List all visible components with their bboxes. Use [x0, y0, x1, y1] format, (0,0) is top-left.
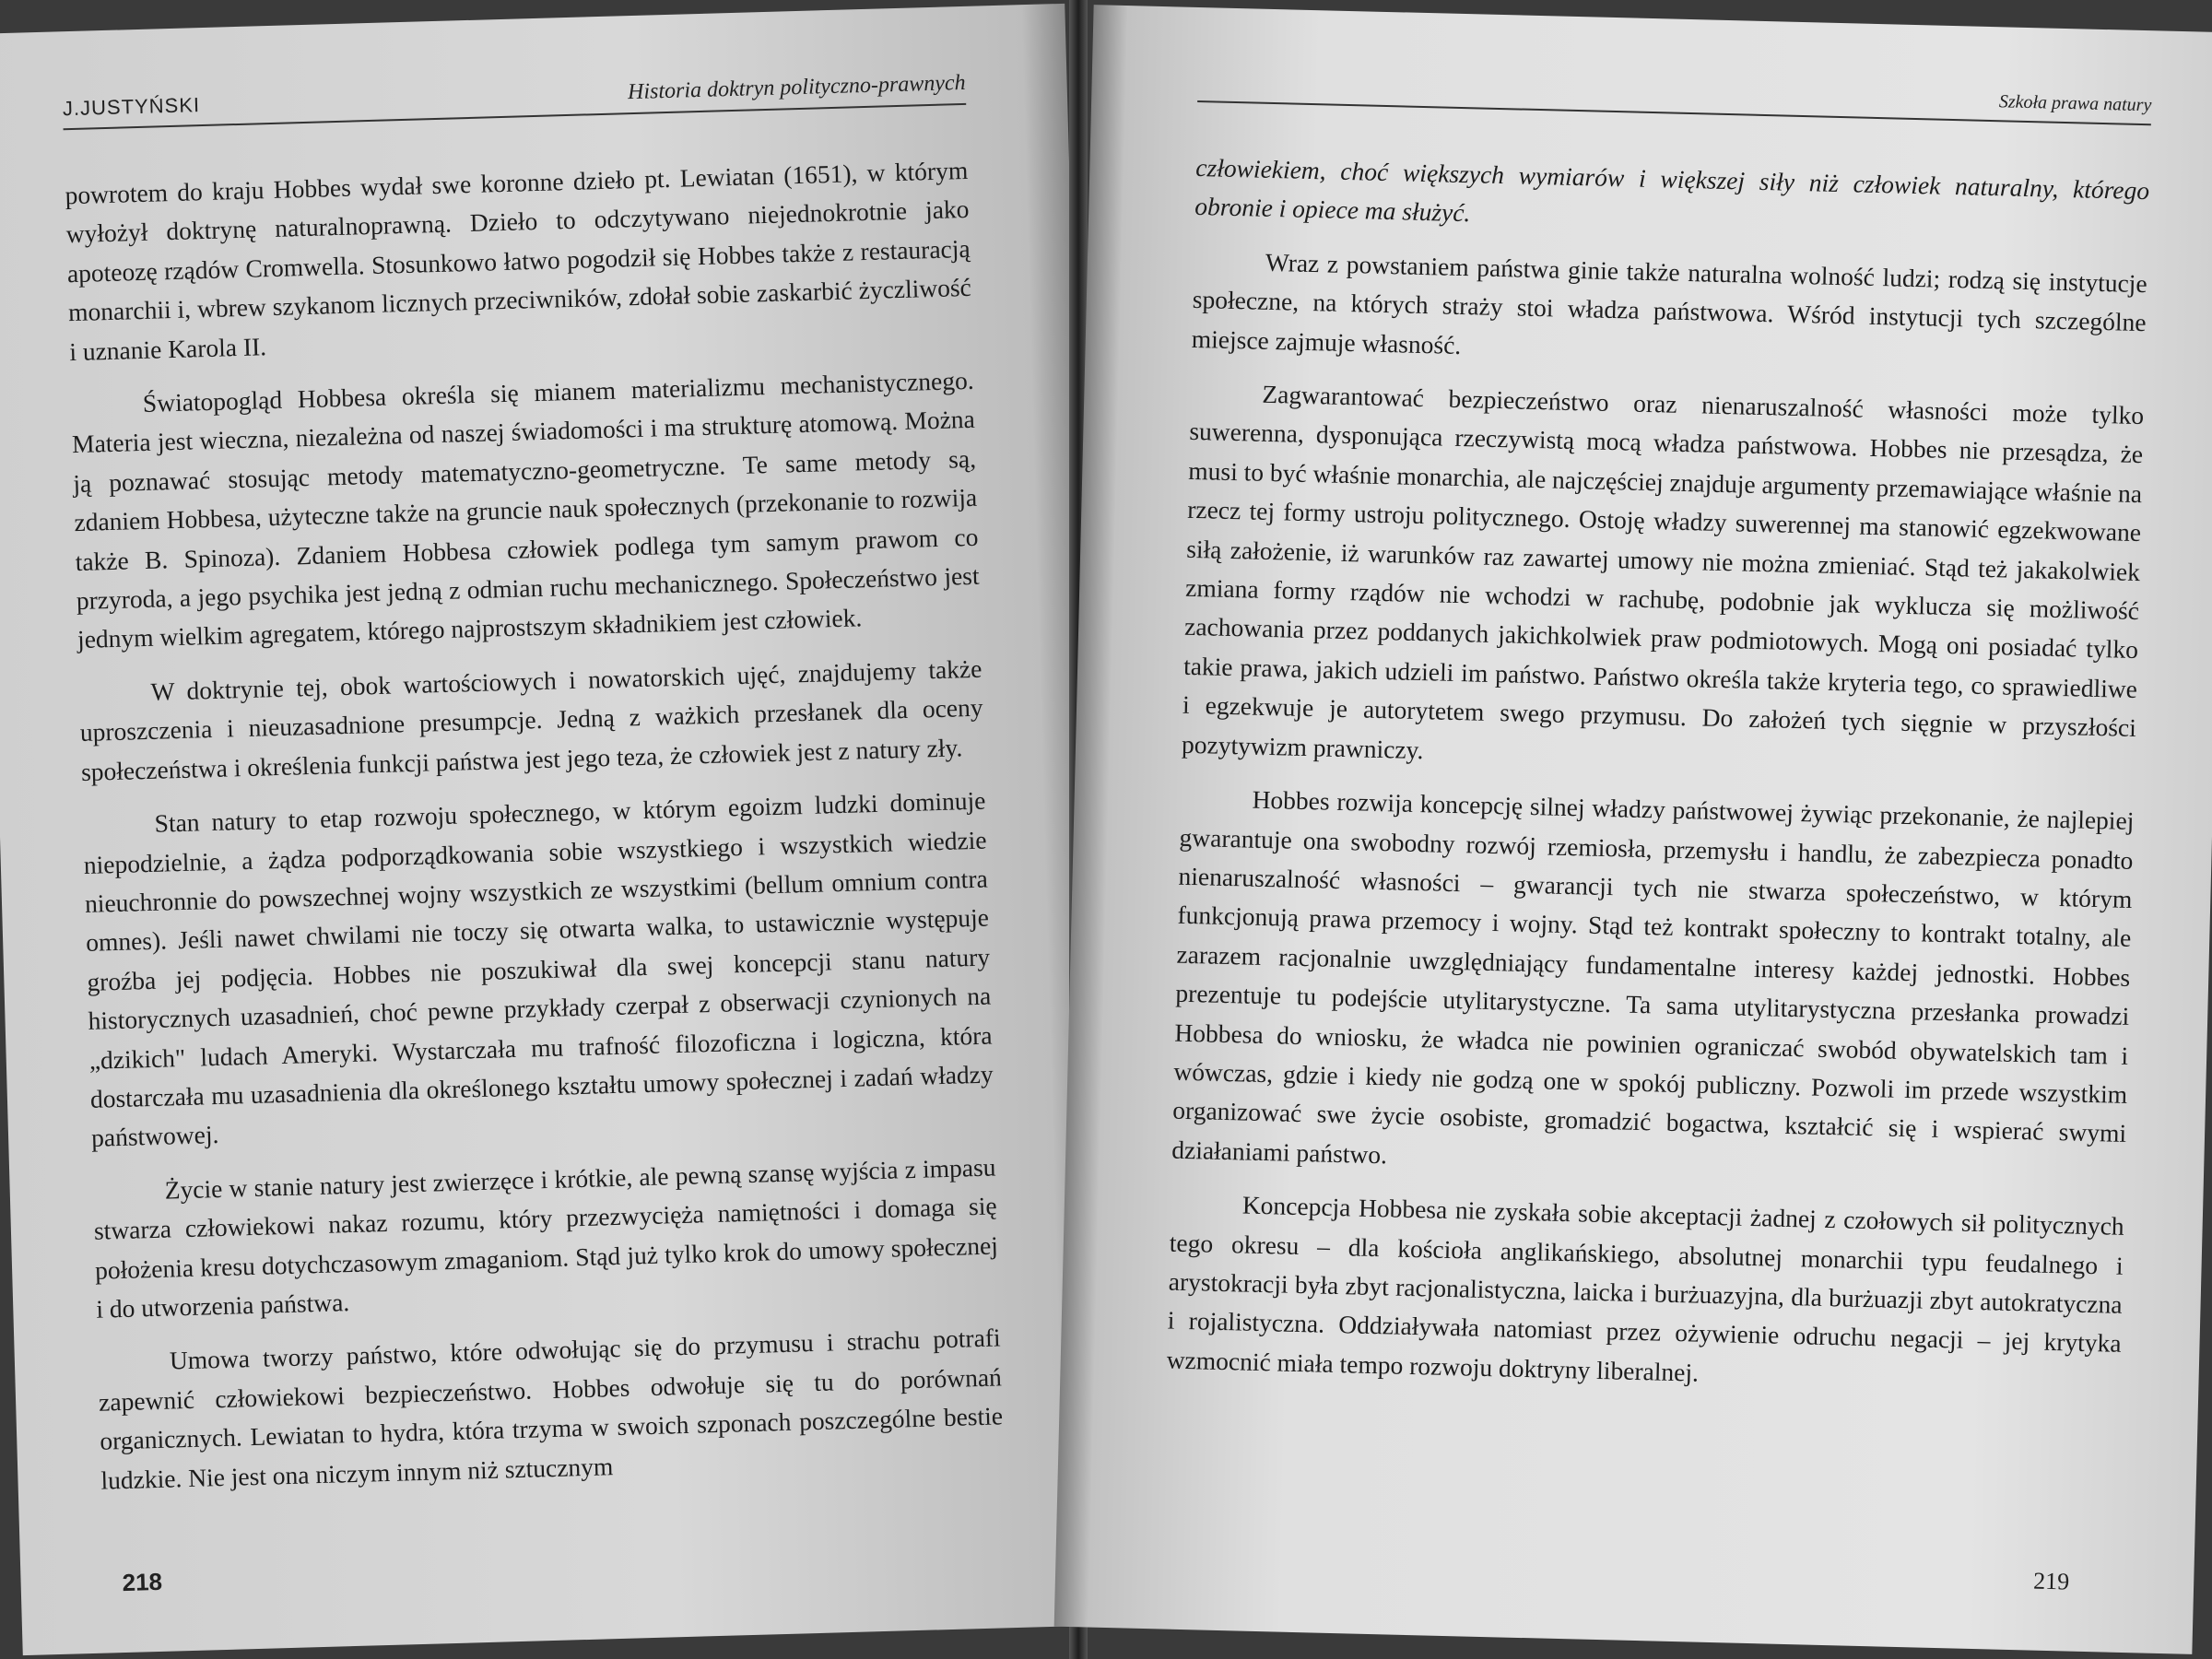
- paragraph: Umowa tworzy państwo, które odwołując się do przymusu i strachu potrafi zapewnić człowiekowi bezpieczeństwo. Hobbes odwołuje się tu do porównań organicznych. Lewiatan to hydra, która trzyma w swoich szponach poszczególne bestie ludzkie. Nie jest ona niczym innym niż sztucznym: [98, 1323, 1004, 1495]
- page-number: 218: [122, 1567, 163, 1597]
- paragraph: człowiekiem, choć większych wymiarów i większej siły niż człowiek naturalny, którego obronie i opiece ma służyć.: [1194, 152, 2150, 228]
- left-body-text: [65, 151, 1005, 1500]
- paragraph: Światopogląd Hobbesa określa się mianem materializmu mechanistycznego. Materia jest wieczna, niezależna od naszej świadomości i ma strukturę atomową. Można ją poznawać stosując metody matematyczno-geometryczne. Te same metody są, zdaniem Hobbesa, użyteczne także na gruncie nauk społecznych (przekonanie to rozwija także B. Spinoza). Zdaniem Hobbesa człowiek podlega tym samym prawom co przyroda, a jego psychika jest jedną z odmian ruchu mechanicznego. Społeczeństwo jest jednym wielkim agregatem, którego najprostszym składnikiem jest człowiek.: [71, 365, 980, 654]
- paragraph: W doktrynie tej, obok wartościowych i nowatorskich ujęć, znajdujemy także uproszczenia i nieuzasadnione presumpcje. Jedną z ważkich przesłanek dla oceny społeczeństwa i określenia funkcji państwa jest jego teza, że człowiek jest z natury zły.: [79, 653, 983, 786]
- paragraph: powrotem do kraju Hobbes wydał swe koronne dzieło pt. Lewiatan (1651), w którym wyłożył doktrynę naturalnoprawną. Dzieło to odczytywano niejednokrotnie jako apoteozę rządów Cromwella. Stosunkowo łatwo pogodził się Hobbes także z restauracją monarchii i, wbrew szykanom licznych przeciwników, zdołał sobie zaskarbić życzliwość i uznanie Karola II.: [65, 155, 972, 366]
- paragraph: Życie w stanie natury jest zwierzęce i krótkie, ale pewną szansę wyjścia z impasu stwarza człowiekowi nakaz rozumu, który przezwycięża namiętności i domaga się położenia kresu dotychczasowym zmaganiom. Stąd już tylko krok do umowy społecznej i do utworzenia państwa.: [93, 1152, 999, 1324]
- right-body-text: [1166, 148, 2149, 1403]
- right-running-head: [1197, 72, 2151, 125]
- paragraph: Koncepcja Hobbesa nie zyskała sobie akceptacji żadnej z czołowych sił politycznych tego okresu – dla kościoła anglikańskiego, absolutnej monarchii typu feudalnego i arystokracji była zbyt racjonalistyczna, laicka i burżuazyjna, dla burżuazji zbyt autokratyczna i rojalistyczna. Oddziaływała natomiast przez ożywienie odruchu negacji – jej krytyka wzmocnić miała tempo rozwoju doktryny liberalnej.: [1166, 1190, 2125, 1387]
- running-head-title: Historia doktryn polityczno-prawnych: [627, 70, 966, 105]
- running-head-author: J.JUSTYŃSKI: [62, 93, 201, 121]
- left-running-head: [63, 71, 967, 130]
- page-number: 219: [2032, 1567, 2070, 1595]
- paragraph: Stan natury to etap rozwoju społecznego, w którym egoizm ludzki dominuje niepodzielnie, a żądza podporządkowania sobie wszystkiego i wszystkich wiedzie nieuchronnie do powszechnej wojny wszystkich ze wszystkimi (bellum omnium contra omnes). Jeśli nawet chwilami nie toczy się otwarta walka, to ustawicznie występuje groźba jej podjęcia. Hobbes nie poszukiwał dla swej koncepcji stanu natury historycznych uzasadnień, choć pewne przykłady czerpał z obserwacji czynionych na „dzikich" ludach Ameryki. Wystarczała mu trafność filozoficzna i logiczna, która dostarczała mu uzasadnienia dla określonego kształtu umowy społecznej i zadań władzy państwowej.: [83, 785, 994, 1153]
- right-page: [1054, 5, 2212, 1654]
- paragraph: Zagwarantować bezpieczeństwo oraz nienaruszalność własności może tylko suwerenna, dysponująca rzeczywistą mocą władza państwowa. Hobbes nie przesądza, że musi to być właśnie monarchia, ale najczęściej znajduje argumenty przemawiające właśnie na rzecz tej formy ustroju politycznego. Ostoję władzy suwerennej ma stanowić egzekwowane siłą założenie, iż warunków raz zawartej umowy nie można zmieniać. Stąd też jakakolwiek zmiana formy rządów nie wchodzi w rachubę, podobnie jak wyklucza się możliwość zachowania przez poddanych jakichkolwiek praw podmiotowych. Mogą oni posiadać tylko takie prawa, jakich udzieli im państwo. Państwo określa także kryteria tego, co sprawiedliwe i egzekwuje je autorytetem swego przymusu. Do założeń tych sięgnie w przyszłości pozytywizm prawniczy.: [1181, 379, 2145, 764]
- paragraph: Wraz z powstaniem państwa ginie także naturalna wolność ludzi; rodzą się instytucje społeczne, na których straży stoi władza państwowa. Wśród instytucji tych szczególne miejsce zajmuje własność.: [1191, 247, 2148, 359]
- paragraph: Hobbes rozwija koncepcję silnej władzy państwowej żywiąc przekonanie, że najlepiej gwarantuje ona swobodny rozwój rzemiosła, przemysłu i handlu, że zabezpiecza ponadto nienaruszalność własności – gwarancji tych nie stwarza społeczeństwo, w którym funkcjonują prawa przemocy i wojny. Stąd też kontrakt społeczny to kontrakt totalny, ale zarazem racjonalnie uwzględniający fundamentalne interesy każdej jednostki. Hobbes prezentuje tu podejście utylitarystyczne. Ta sama utylitarystyczna przesłanka prowadzi Hobbesa do wniosku, że władca nie powinien ograniczać swobód obywatelskich tam i wówczas, gdzie i kiedy nie godzą one w spokój publiczny. Pozwoli im przede wszystkim organizować swe życie osobiste, gromadzić bogactwa, kształcić się i wspierać swymi działaniami państwo.: [1171, 784, 2135, 1170]
- running-head-title: Szkoła prawa natury: [1998, 91, 2152, 116]
- left-page: [0, 4, 1110, 1655]
